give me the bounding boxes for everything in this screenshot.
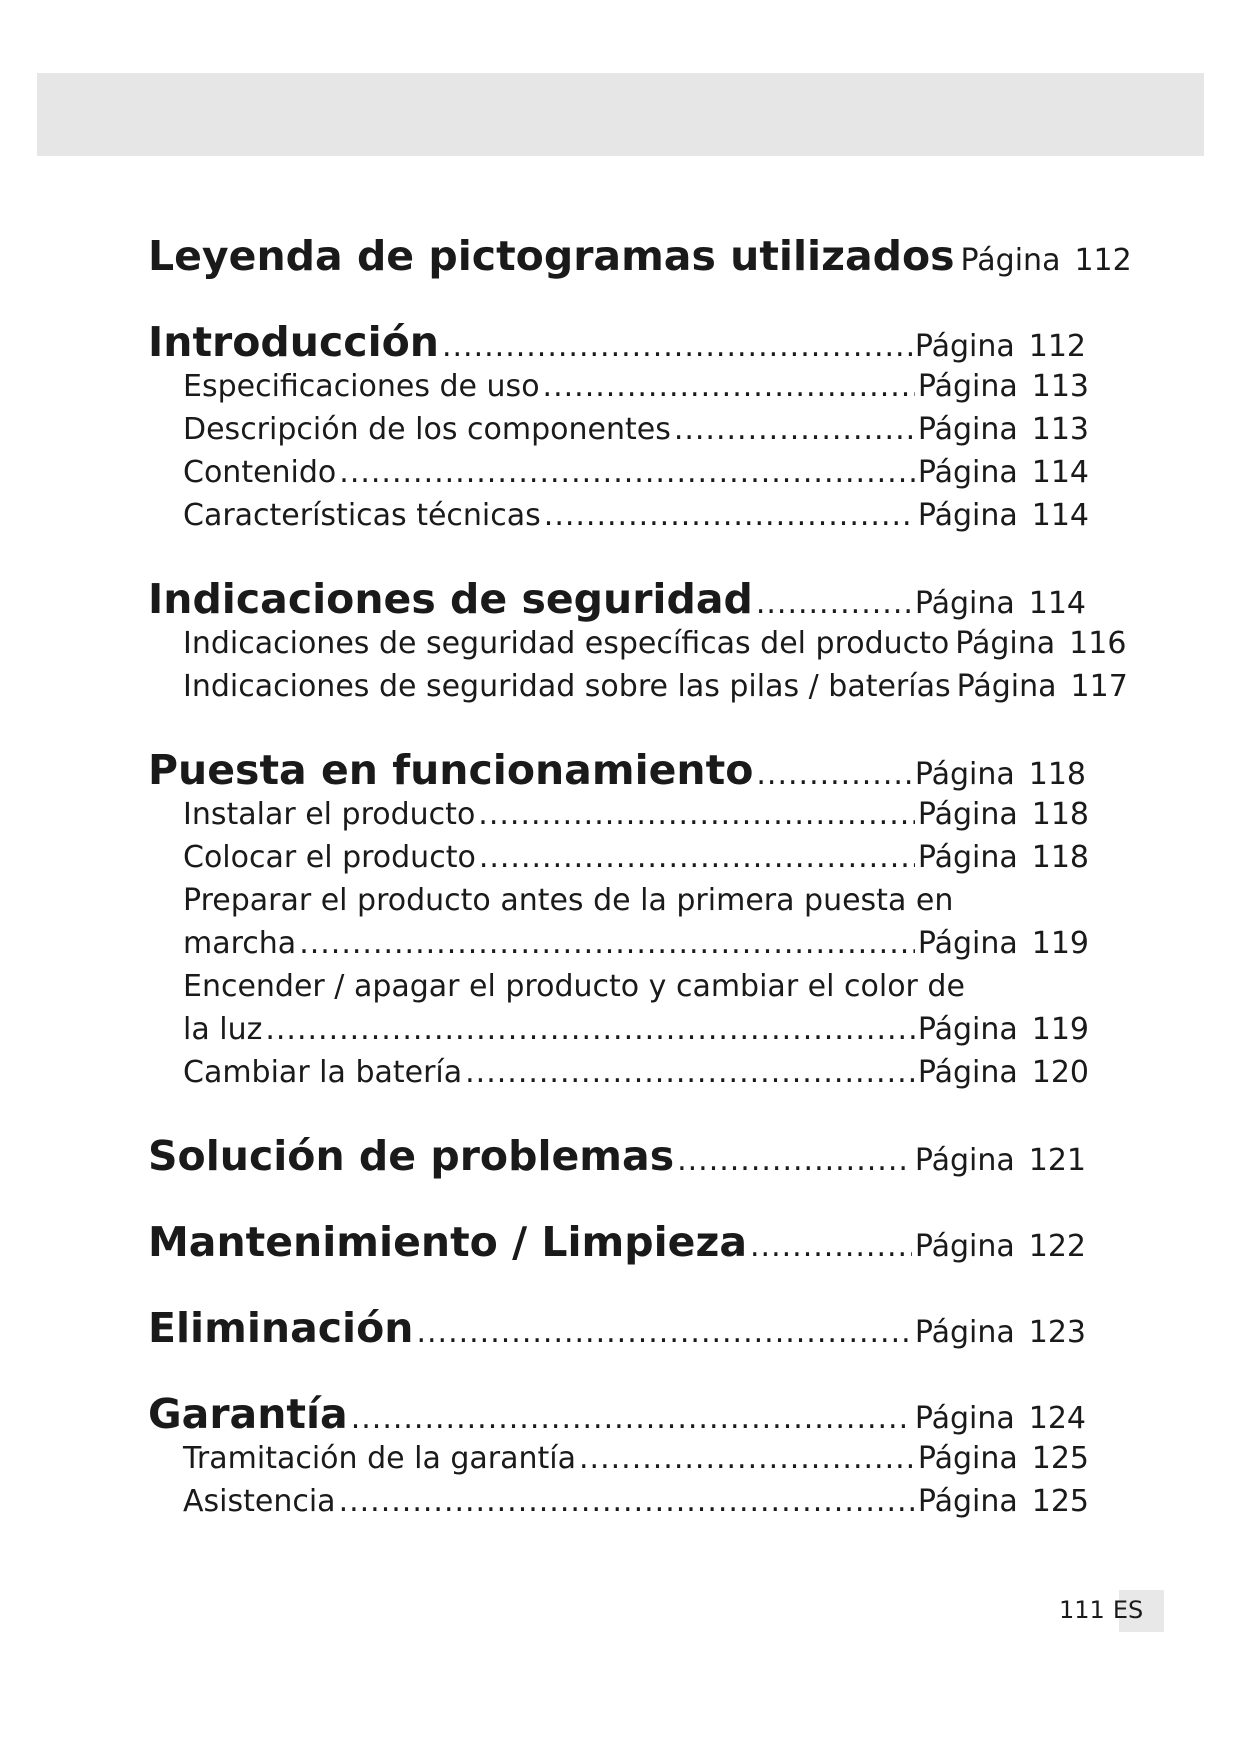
toc-subsection[interactable] [183,840,1089,875]
subsection-title-line1: Preparar el producto antes de la primera puesta en [183,883,954,918]
subsection-title: Asistencia [183,1484,336,1519]
toc-section-troubleshooting[interactable] [148,1132,1086,1180]
dot-leader [416,1315,911,1350]
dot-leader [674,412,915,447]
toc-subsection[interactable] [183,626,1127,661]
toc-subsection[interactable] [183,1012,1089,1047]
subsection-title-line1: Encender / apagar el producto y cambiar el color de [183,969,965,1004]
subsection-title: Indicaciones de seguridad sobre las pilas / baterías [183,669,951,704]
dot-leader [265,1012,914,1047]
dot-leader [351,1401,912,1436]
page-reference: Página 117 [956,669,1128,704]
dot-leader [339,455,915,490]
page-footer [1059,1596,1143,1624]
dot-leader [677,1143,912,1178]
page-reference: Página 114 [917,498,1089,533]
toc-section-legend[interactable] [148,232,1132,280]
dot-leader [579,1441,915,1476]
section-title: Eliminación [148,1304,414,1352]
subsection-title: Tramitación de la garantía [183,1441,577,1476]
toc-subsection[interactable] [183,1484,1089,1519]
dot-leader [299,926,915,961]
page-reference: Página 114 [914,586,1086,621]
header-band [37,73,1204,156]
page-reference: Página 113 [917,369,1089,404]
subsection-title: Indicaciones de seguridad específicas del producto [183,626,950,661]
dot-leader [544,498,915,533]
page-reference: Página 112 [960,243,1132,278]
page-reference: Página 121 [914,1143,1086,1178]
subsection-title: Contenido [183,455,337,490]
page-reference: Página 123 [914,1315,1086,1350]
page-reference: Página 119 [917,926,1089,961]
page-reference: Página 118 [917,840,1089,875]
section-title: Garantía [148,1390,348,1438]
section-title: Introducción [148,318,439,366]
toc-subsection[interactable] [183,797,1089,832]
page-reference: Página 120 [917,1055,1089,1090]
toc-subsection[interactable] [183,1441,1089,1476]
page-reference: Página 124 [914,1401,1086,1436]
toc-subsection[interactable] [183,1055,1089,1090]
page-reference: Página 113 [917,412,1089,447]
toc-subsection[interactable] [183,412,1089,447]
toc-section-startup[interactable] [148,746,1086,794]
toc-section-maintenance[interactable] [148,1218,1086,1266]
dot-leader [339,1484,915,1519]
dot-leader [756,586,912,621]
toc-subsection[interactable] [183,455,1089,490]
toc-section-introduction[interactable] [148,318,1086,366]
page-reference: Página 118 [917,797,1089,832]
toc-subsection[interactable] [183,498,1089,533]
toc-subsection[interactable] [183,369,1089,404]
toc-section-safety[interactable] [148,575,1086,623]
page-reference: Página 119 [917,1012,1089,1047]
subsection-title: la luz [183,1012,263,1047]
dot-leader [465,1055,915,1090]
dot-leader [479,840,915,875]
page-reference: Página 125 [917,1484,1089,1519]
page-reference: Página 116 [955,626,1127,661]
toc-section-warranty[interactable] [148,1390,1086,1438]
section-title: Puesta en funcionamiento [148,746,754,794]
toc-subsection[interactable] [183,669,1128,704]
subsection-title: Descripción de los componentes [183,412,671,447]
subsection-title: Características técnicas [183,498,541,533]
language-code: ES [1112,1596,1144,1624]
toc-subsection[interactable] [183,926,1089,961]
subsection-title: Cambiar la batería [183,1055,463,1090]
section-title: Indicaciones de seguridad [148,575,753,623]
page-reference: Página 118 [914,757,1086,792]
dot-leader [442,329,912,364]
subsection-title: Instalar el producto [183,797,476,832]
dot-leader [750,1229,912,1264]
dot-leader [756,757,911,792]
section-title: Solución de problemas [148,1132,675,1180]
dot-leader [543,369,915,404]
dot-leader [478,797,915,832]
page-reference: Página 125 [917,1441,1089,1476]
page-number: 111 [1059,1596,1105,1624]
subsection-title: marcha [183,926,297,961]
page-reference: Página 122 [914,1229,1086,1264]
section-title: Mantenimiento / Limpieza [148,1218,748,1266]
section-title: Leyenda de pictogramas utilizados [148,232,955,280]
toc-section-disposal[interactable] [148,1304,1086,1352]
page-reference: Página 114 [917,455,1089,490]
page-reference: Página 112 [914,329,1086,364]
subsection-title: Colocar el producto [183,840,476,875]
subsection-title: Especificaciones de uso [183,369,540,404]
